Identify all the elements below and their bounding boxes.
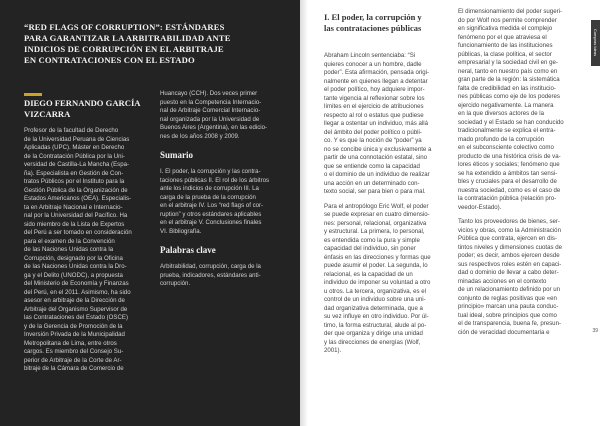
text-line: límites en el ejercicio de atribuciones: [324, 103, 424, 110]
text-line: gran parte de la región: la sistemática: [458, 76, 560, 83]
text-line: vicios y obras, como la Administración: [458, 226, 561, 234]
sumario-text: [160, 168, 288, 236]
title-line: “RED FLAGS OF CORRUPTION”: ESTÁNDARES: [24, 22, 225, 32]
column-2-text: [458, 8, 582, 337]
text-line: do por Wolf nos permite comprender: [458, 16, 557, 24]
text-line: u otros. La tercera, organizativa, es el: [324, 287, 426, 295]
text-line: Tanto los proveedores de bienes, ser-: [458, 218, 560, 225]
text-line: nal organizada por la Universidad de: [160, 115, 260, 123]
text-line: control de un individuo sobre una uni-: [324, 296, 426, 303]
text-line: y estructural. La primera, lo personal,: [324, 228, 425, 235]
text-line: que se entiende como la capacidad: [324, 162, 420, 170]
author-bio-continued: [160, 90, 288, 141]
text-line: tual ideal, sobre principios que como: [458, 311, 557, 319]
text-line: 2001).: [324, 347, 342, 354]
text-line: nalmente en quienes llegan a detentar: [324, 77, 428, 85]
text-line: relacional, es la capacidad de un: [324, 270, 413, 278]
author-line: DIEGO FERNANDO GARCÍA: [24, 98, 141, 108]
text-line: carga de la prueba de la corrupción: [160, 193, 256, 201]
text-line: Para el antropólogo Eric Wolf, el poder: [324, 202, 429, 210]
text-line: en la que diversos actores de la: [458, 110, 545, 117]
text-line: Gestión Pública de la Organización de: [24, 186, 128, 194]
text-line: nes: personal, relacional, organizativa: [324, 219, 427, 227]
text-line: Profesor de la facultad de Derecho: [24, 127, 119, 134]
text-line: lores éticos y sociales; fenómeno que: [458, 161, 560, 168]
section-side-tab: [591, 20, 600, 66]
text-line: asesor en arbitraje de la Dirección de: [24, 297, 125, 304]
text-line: co. Y es que la noción de “poder” ya: [324, 137, 422, 144]
text-line: y las direcciones de energías (Wolf,: [324, 338, 421, 346]
article-title: [24, 22, 286, 66]
text-line: individuo de imponer su voluntad a otro: [324, 279, 431, 286]
title-line: INDICIOS DE CORRUPCIÓN EN EL ARBITRAJE: [24, 44, 224, 54]
text-line: se ha extendido a ámbitos tan sensi-: [458, 169, 558, 177]
title-line: PARA GARANTIZAR LA ARBITRABILIDAD ANTE: [24, 33, 231, 43]
text-line: respecto al rol o estatus que pudiese: [324, 111, 424, 119]
text-line: sociedad y el Estado se han conducido: [458, 118, 564, 126]
text-line: corrupción.: [160, 280, 191, 287]
text-line: del ámbito del poder político o públi-: [324, 128, 422, 136]
page-number: 39: [592, 328, 598, 334]
text-line: de las Naciones Unidas contra la Dro-: [24, 263, 127, 270]
text-line: ejercido negativamente. La manera: [458, 101, 554, 109]
text-line: falta de credibilidad en las institucio-: [458, 84, 556, 92]
text-line: en significativa medida el complejo: [458, 25, 553, 32]
text-line: del Perú, en el 2011. Asimismo, ha sido: [24, 288, 131, 296]
text-line: el poder político, hoy adquiere impor-: [324, 86, 425, 93]
text-line: nal de Arbitraje Comercial Internacio-: [160, 107, 261, 114]
text-line: producto de una histórica crisis de va-: [458, 152, 561, 160]
author-accent-rule: [24, 93, 42, 96]
title-line: EN CONTRATACIONES CON EL ESTADO: [24, 55, 195, 65]
sumario-heading: Sumario: [160, 150, 194, 160]
text-line: partir de una connotación estatal, sino: [324, 154, 427, 161]
text-line: del Perú a ser tomado en consideración: [24, 229, 132, 236]
text-line: poder”. Esta afirmación, pensada origi-: [324, 69, 430, 76]
text-line: llegar a ostentar un individuo, más allá: [324, 120, 428, 127]
text-line: se puede expresar en cuatro dimensio-: [324, 211, 430, 218]
text-line: para el examen de la Convención: [24, 237, 115, 245]
section-title: [324, 12, 452, 34]
text-line: taciones públicas II. El rol de los árbitros: [160, 176, 270, 184]
text-line: de la Contratación Pública por la Uni-: [24, 152, 125, 160]
text-line: y de la Gerencia de Promoción de la: [24, 322, 123, 330]
text-line: ción de veracidad documentaria e: [458, 328, 550, 336]
text-line: ga y el Delito (UNODC), a propuesta: [24, 271, 123, 279]
text-line: nes de los años 2008 y 2009.: [160, 132, 240, 140]
text-line: Arbitraje del Organismo Supervisor de: [24, 305, 128, 313]
text-line: texto social, ser para bien o para mal.: [324, 188, 426, 195]
author-bio: [24, 127, 154, 374]
text-line: bitraje de la Cámara de Comercio de: [24, 365, 124, 372]
text-line: El dimensionamiento del poder sugeri-: [458, 8, 562, 15]
right-page: [300, 0, 600, 426]
text-line: Aplicadas (UPC). Máster en Derecho: [24, 144, 125, 151]
author-name: [24, 98, 154, 120]
side-tab-label: Compras Ideas: [593, 29, 598, 57]
text-line: bles y cruciales para el desarrollo de: [458, 178, 557, 185]
keywords-text: [160, 263, 288, 289]
text-line: perior de Arbitraje de la Corte de Ar-: [24, 356, 122, 364]
text-line: Pública que contrata, ejercen en dis-: [458, 235, 557, 242]
text-line: sus respectivos roles estén en capaci-: [458, 260, 562, 268]
author-line: VIZCARRA: [24, 109, 71, 119]
text-line: nes públicas como eje de los poderes: [458, 93, 560, 100]
text-line: poder; es decir, ambos ejercen desde: [458, 252, 560, 259]
text-line: funcionamiento de las instituciones: [458, 42, 553, 49]
text-line: Inversión Privada de la Municipalidad: [24, 331, 125, 338]
text-line: capacidad del individuo, sin poner: [324, 245, 416, 252]
text-line: de las Naciones Unidas contra la: [24, 246, 114, 253]
text-line: VI. Bibliografía.: [160, 227, 202, 235]
text-line: de la Universidad Peruana de Ciencias: [24, 135, 130, 143]
text-line: Huancayo (CCH). Dos veces primer: [160, 90, 258, 97]
text-line: quieres conocer a un hombre, dadle: [324, 60, 422, 68]
text-line: una acción en un determinado con-: [324, 179, 420, 187]
text-line: ruption” y otros estándares aplicables: [160, 210, 262, 218]
text-line: veedor-Estado).: [458, 203, 502, 211]
text-line: timo, la forma estructural, alude al po-: [324, 321, 427, 329]
text-line: su vez influye en otro individuo. Por úl-: [324, 313, 429, 320]
text-line: principio» marcan una pauta conduc-: [458, 303, 559, 310]
text-line: tintos niveles y dimensiones cuotas de: [458, 243, 562, 251]
body-column-2: [458, 8, 582, 337]
text-line: Estados Americanos (OEA). Especialis-: [24, 195, 132, 202]
text-line: dad organizativa determinada, que a: [324, 304, 423, 312]
text-line: prueba, indicadores, estándares anti-: [160, 271, 261, 279]
section-title-line: I. El poder, la corrupción y: [324, 12, 422, 22]
section-title-line: las contrataciones públicas: [324, 23, 422, 33]
text-line: del Ministerio de Economía y Finanzas: [24, 280, 129, 287]
text-line: cargos. Es miembro del Consejo Su-: [24, 348, 124, 355]
text-line: dad o dominio de llevar a cabo deter-: [458, 269, 559, 276]
text-line: der que organiza y dirige una unidad: [324, 330, 423, 337]
text-line: mado profundo de la corrupción: [458, 135, 545, 143]
body-column-1: [324, 8, 452, 356]
text-line: nal por la Universidad del Pacífico. Ha: [24, 212, 128, 219]
text-line: conjunto de reglas positivas que «en: [458, 294, 557, 302]
text-line: no se concibe única y exclusivamente a: [324, 145, 432, 153]
text-line: I. El poder, la corrupción y las contra-: [160, 168, 261, 175]
text-line: o el dominio de un individuo de realizar: [324, 171, 430, 178]
text-line: puede asumir el poder. La segunda, lo: [324, 262, 428, 269]
text-line: empresarial y la sociedad civil en ge-: [458, 59, 558, 66]
text-line: el de transparencia, buena fe, presun-: [458, 320, 561, 327]
text-line: sido miembro de la Lista de Expertos: [24, 220, 125, 228]
text-line: Arbitrabilidad, corrupción, carga de la: [160, 263, 261, 270]
text-line: en el subconsciente colectivo como: [458, 144, 554, 151]
text-line: neral, tanto en nuestro país como en: [458, 67, 558, 75]
text-line: Metropolitana de Lima, entre otros: [24, 339, 117, 347]
text-line: de un relacionamiento definido por un: [458, 286, 560, 293]
text-line: en el arbitraje V. Conclusiones finales: [160, 219, 262, 226]
gutter-shadow: [300, 0, 308, 426]
text-line: Abraham Lincoln sentenciaba: “Si: [324, 52, 416, 59]
text-line: la contratación pública (relación pro-: [458, 195, 557, 202]
text-line: nuestra sociedad, como es el caso de: [458, 186, 561, 194]
text-line: ante los indicios de corrupción III. La: [160, 185, 259, 192]
text-line: Corrupción, designado por la Oficina: [24, 254, 123, 262]
text-line: minadas acciones en el contexto: [458, 277, 547, 285]
column-1-text: [324, 52, 452, 356]
text-line: ña). Especialista en Gestión de Con-: [24, 169, 124, 177]
text-line: en el arbitraje IV. Los “red flags of cor-: [160, 202, 264, 209]
text-line: Buenos Aires (Argentina), en las edicio-: [160, 124, 268, 131]
text-line: ta en Arbitraje Nacional e Internacio-: [24, 203, 123, 211]
text-line: énfasis en las direcciones y formas que: [324, 253, 431, 261]
text-line: fenómeno por el que atraviesa el: [458, 33, 547, 41]
abstract-column: [160, 90, 288, 289]
text-line: tante vigencia al reflexionar sobre los: [324, 94, 425, 102]
keywords-heading: Palabras clave: [160, 245, 216, 255]
text-line: puesto en la Competencia Internacio-: [160, 98, 262, 106]
text-line: las Contrataciones del Estado (OSCE): [24, 314, 128, 321]
text-line: públicas, la clase política, el sector: [458, 50, 552, 58]
text-line: es entendida como la pura y simple: [324, 236, 420, 244]
text-line: tradicionalmente se explica el entra-: [458, 127, 556, 134]
text-line: tratos Públicos por el Instituto para la: [24, 178, 125, 185]
text-line: versidad de Castilla-La Mancha (Espa-: [24, 161, 129, 168]
